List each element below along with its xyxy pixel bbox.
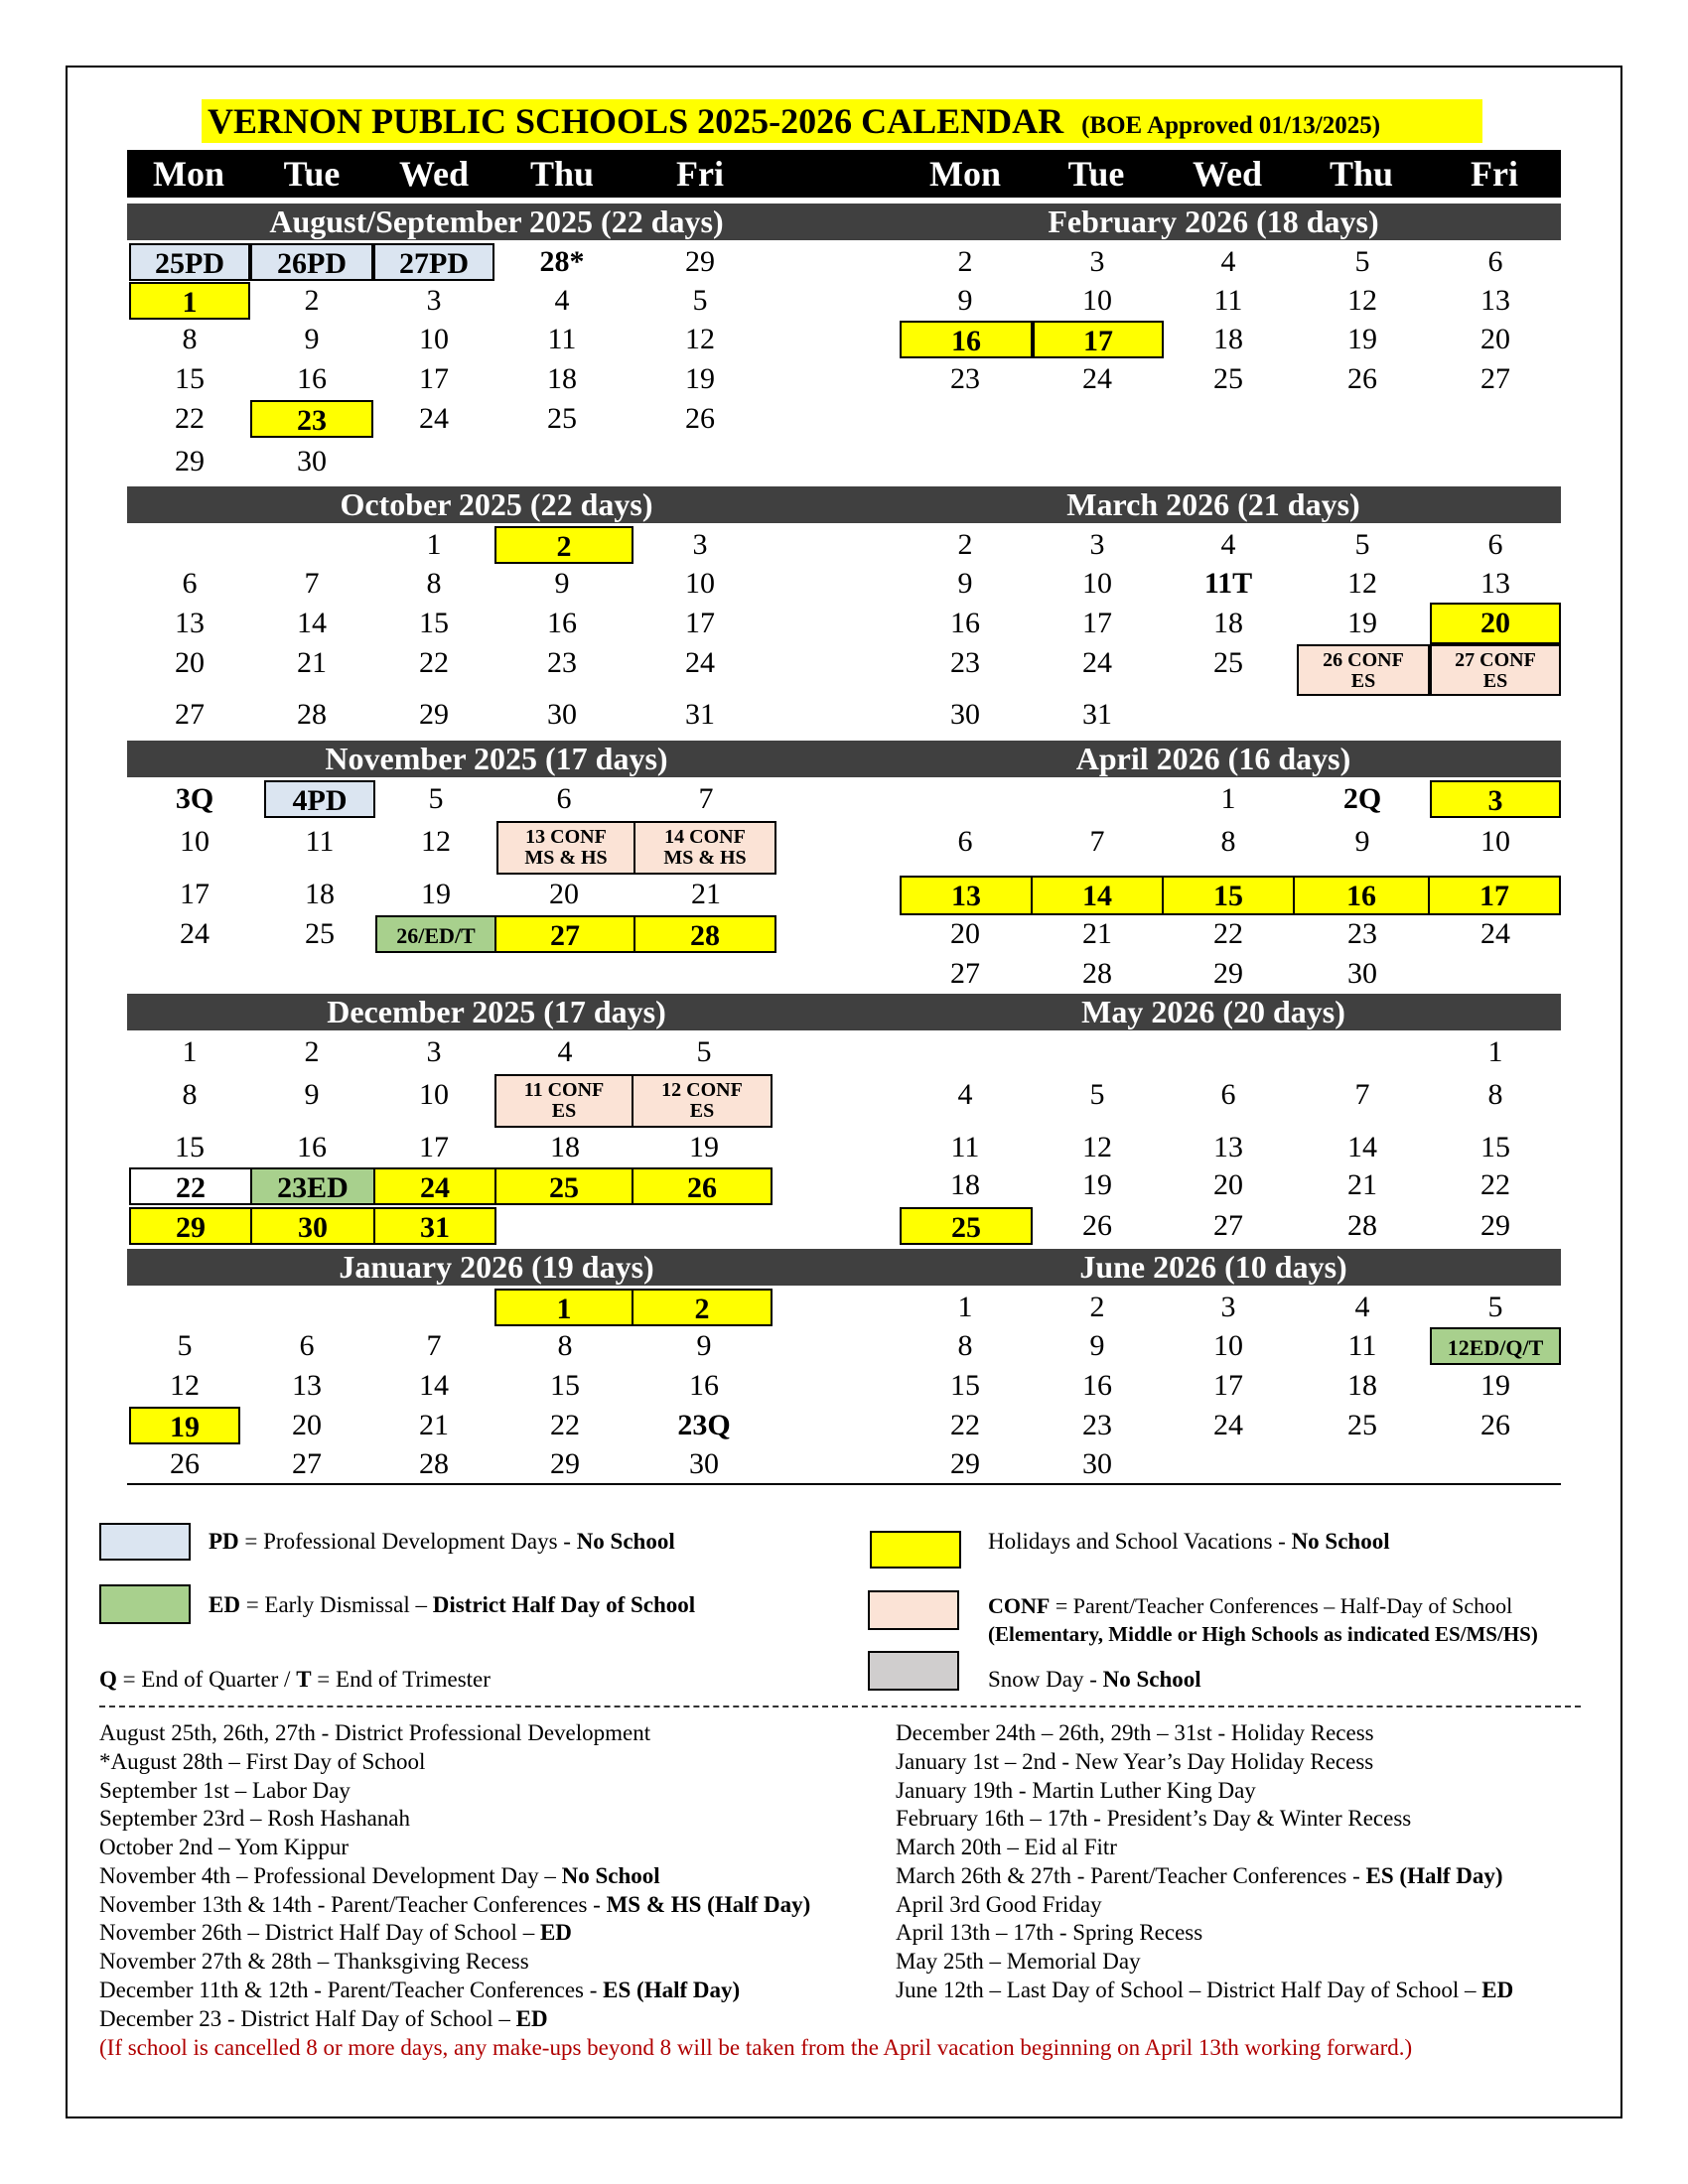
day-cell: 19 xyxy=(1347,607,1377,639)
day-cell: 14 xyxy=(297,607,327,639)
month-header-mar: March 2026 (21 days) xyxy=(866,486,1561,523)
day-cell-holiday: 14 xyxy=(1031,876,1164,915)
day-cell: 16 xyxy=(297,362,327,395)
weekday-tue: Tue xyxy=(283,154,341,194)
month-header-jan: January 2026 (19 days) xyxy=(127,1249,866,1286)
day-cell-quarter-end: 3Q xyxy=(175,782,214,815)
day-cell: 15 xyxy=(950,1369,980,1402)
day-cell: 11 xyxy=(547,323,577,355)
day-cell: 7 xyxy=(1089,825,1105,858)
day-cell: 7 xyxy=(426,1329,442,1362)
day-cell: 26 xyxy=(1480,1409,1510,1441)
day-cell: 1 xyxy=(957,1291,973,1323)
day-cell-conference: 27 CONF ES xyxy=(1430,644,1561,696)
day-cell: 10 xyxy=(419,1078,449,1111)
legend-snow: Snow Day - No School xyxy=(988,1667,1201,1692)
day-cell: 10 xyxy=(1213,1329,1243,1362)
day-cell: 3 xyxy=(426,284,442,317)
note-left: September 23rd – Rosh Hashanah xyxy=(99,1806,410,1831)
note-left: August 25th, 26th, 27th - District Professional Development xyxy=(99,1720,651,1745)
day-cell: 5 xyxy=(1487,1291,1503,1323)
day-cell: 24 xyxy=(1480,917,1510,950)
day-cell: 1 xyxy=(182,1035,198,1068)
day-cell: 12 xyxy=(1347,567,1377,600)
day-cell: 17 xyxy=(1213,1369,1243,1402)
day-cell: 2 xyxy=(957,528,973,561)
day-cell: 3 xyxy=(692,528,708,561)
day-cell: 16 xyxy=(950,607,980,639)
day-cell: 9 xyxy=(957,284,973,317)
day-cell: 1 xyxy=(1487,1035,1503,1068)
weekday-fri: Fri xyxy=(676,154,724,194)
day-cell: 3 xyxy=(1089,528,1105,561)
month-header-may: May 2026 (20 days) xyxy=(866,994,1561,1030)
day-cell: 20 xyxy=(175,646,205,679)
day-cell: 9 xyxy=(1354,825,1370,858)
day-cell: 9 xyxy=(1089,1329,1105,1362)
day-cell-holiday: 1 xyxy=(494,1289,633,1326)
day-cell: 24 xyxy=(180,917,210,950)
day-cell: 10 xyxy=(1480,825,1510,858)
day-cell-pd: 27PD xyxy=(373,243,494,281)
day-cell: 17 xyxy=(685,607,715,639)
day-cell: 6 xyxy=(957,825,973,858)
day-cell: 19 xyxy=(421,878,451,910)
day-cell: 11 xyxy=(1213,284,1243,317)
day-cell: 14 xyxy=(419,1369,449,1402)
day-cell-holiday: 27 xyxy=(494,915,635,953)
day-cell-holiday: 1 xyxy=(129,282,250,320)
day-cell: 10 xyxy=(685,567,715,600)
day-cell: 8 xyxy=(557,1329,573,1362)
day-cell: 21 xyxy=(1347,1168,1377,1201)
day-cell-holiday: 16 xyxy=(900,321,1033,358)
legend-holiday-swatch xyxy=(870,1531,961,1569)
day-cell: 19 xyxy=(689,1131,719,1163)
makeup-days-note: (If school is cancelled 8 or more days, any make-ups beyond 8 will be taken from the April vacation beginning on April 13th working forward.) xyxy=(99,2035,1413,2060)
day-cell: 25 xyxy=(1213,362,1243,395)
note-right: February 16th – 17th - President’s Day & Winter Recess xyxy=(896,1806,1412,1831)
day-cell-last-day: 12ED/Q/T xyxy=(1430,1327,1561,1365)
day-cell-holiday: 2 xyxy=(494,526,633,564)
note-right: December 24th – 26th, 29th – 31st - Holiday Recess xyxy=(896,1720,1374,1745)
day-cell: 7 xyxy=(304,567,320,600)
day-cell: 16 xyxy=(1082,1369,1112,1402)
day-cell: 4 xyxy=(557,1035,573,1068)
day-cell: 11 xyxy=(1347,1329,1377,1362)
day-cell-early-dismissal: 26/ED/T xyxy=(375,915,496,953)
month-header-jun: June 2026 (10 days) xyxy=(866,1249,1561,1286)
day-cell: 30 xyxy=(1347,957,1377,990)
month-header-feb: February 2026 (18 days) xyxy=(866,204,1561,240)
day-cell-first-day: 28* xyxy=(539,245,585,278)
day-cell: 27 xyxy=(175,698,205,731)
day-cell-quarter-end: 23Q xyxy=(677,1409,731,1441)
day-cell-holiday: 13 xyxy=(900,876,1033,915)
note-left: October 2nd – Yom Kippur xyxy=(99,1835,350,1859)
day-cell: 20 xyxy=(549,878,579,910)
day-cell: 18 xyxy=(1347,1369,1377,1402)
day-cell-conference: 14 CONF MS & HS xyxy=(633,821,776,875)
day-cell: 2 xyxy=(304,284,320,317)
day-cell-conference: 11 CONF ES xyxy=(494,1074,633,1128)
day-cell: 27 xyxy=(292,1447,322,1480)
day-cell-holiday: 25 xyxy=(900,1207,1033,1245)
day-cell: 5 xyxy=(692,284,708,317)
day-cell: 12 xyxy=(685,323,715,355)
note-left: *August 28th – First Day of School xyxy=(99,1749,426,1774)
day-cell-holiday: 15 xyxy=(1162,876,1295,915)
day-cell: 25 xyxy=(305,917,335,950)
day-cell-conference: 26 CONF ES xyxy=(1297,644,1430,696)
day-cell-holiday: 3 xyxy=(1430,780,1561,818)
day-cell: 24 xyxy=(419,402,449,435)
day-cell: 21 xyxy=(691,878,721,910)
day-cell: 19 xyxy=(1480,1369,1510,1402)
day-cell: 16 xyxy=(297,1131,327,1163)
day-cell: 12 xyxy=(1082,1131,1112,1163)
day-cell: 9 xyxy=(957,567,973,600)
day-cell: 26 xyxy=(170,1447,200,1480)
day-cell: 5 xyxy=(1354,245,1370,278)
day-cell-holiday: 31 xyxy=(373,1207,496,1245)
day-cell: 11 xyxy=(950,1131,980,1163)
day-cell: 23 xyxy=(547,646,577,679)
weekday-wed: Wed xyxy=(1192,154,1262,194)
legend-conf-swatch xyxy=(868,1590,959,1630)
day-cell: 24 xyxy=(1082,646,1112,679)
day-cell: 4 xyxy=(957,1078,973,1111)
day-cell: 13 xyxy=(1480,284,1510,317)
note-left: December 23 - District Half Day of School – ED xyxy=(99,2006,548,2031)
day-cell: 3 xyxy=(1089,245,1105,278)
day-cell: 2 xyxy=(304,1035,320,1068)
day-cell-holiday: 16 xyxy=(1293,876,1430,915)
legend-pd: PD = Professional Development Days - No School xyxy=(209,1529,675,1554)
day-cell: 20 xyxy=(950,917,980,950)
day-cell: 18 xyxy=(1213,323,1243,355)
day-cell: 25 xyxy=(1213,646,1243,679)
day-cell: 9 xyxy=(304,323,320,355)
day-cell-pd: 26PD xyxy=(250,243,373,281)
day-cell: 2 xyxy=(957,245,973,278)
day-cell: 25 xyxy=(1347,1409,1377,1441)
note-right: March 26th & 27th - Parent/Teacher Conferences - ES (Half Day) xyxy=(896,1863,1503,1888)
day-cell: 4 xyxy=(1220,245,1236,278)
day-cell-conference: 13 CONF MS & HS xyxy=(496,821,635,875)
day-cell: 29 xyxy=(1213,957,1243,990)
day-cell: 29 xyxy=(550,1447,580,1480)
day-cell: 5 xyxy=(428,782,444,815)
day-cell: 26 xyxy=(1082,1209,1112,1242)
day-cell: 6 xyxy=(299,1329,315,1362)
day-cell: 29 xyxy=(1480,1209,1510,1242)
legend-conf: CONF = Parent/Teacher Conferences – Half-Day of School xyxy=(988,1593,1513,1618)
day-cell: 18 xyxy=(547,362,577,395)
calendar-bottom-rule xyxy=(127,1483,1561,1485)
day-cell: 23 xyxy=(950,362,980,395)
day-cell: 15 xyxy=(1480,1131,1510,1163)
legend-quarter-trimester: Q = End of Quarter / T = End of Trimester xyxy=(99,1667,491,1692)
day-cell: 22 xyxy=(950,1409,980,1441)
weekday-wed: Wed xyxy=(398,154,469,194)
day-cell: 28 xyxy=(419,1447,449,1480)
day-cell: 8 xyxy=(957,1329,973,1362)
day-cell-holiday: 19 xyxy=(129,1407,240,1444)
day-cell-holiday: 17 xyxy=(1428,876,1561,915)
day-cell-holiday: 28 xyxy=(633,915,776,953)
day-cell-holiday: 20 xyxy=(1430,603,1561,644)
day-cell: 29 xyxy=(419,698,449,731)
day-cell: 4 xyxy=(1220,528,1236,561)
day-cell-holiday: 23 xyxy=(250,400,373,438)
note-right: May 25th – Memorial Day xyxy=(896,1949,1141,1974)
day-cell: 18 xyxy=(550,1131,580,1163)
day-cell: 6 xyxy=(1487,245,1503,278)
legend-conf-detail: (Elementary, Middle or High Schools as indicated ES/MS/HS) xyxy=(988,1622,1538,1646)
day-cell: 18 xyxy=(305,878,335,910)
note-left: November 27th & 28th – Thanksgiving Recess xyxy=(99,1949,529,1974)
day-cell: 7 xyxy=(1354,1078,1370,1111)
day-cell: 13 xyxy=(1213,1131,1243,1163)
day-cell: 28 xyxy=(1082,957,1112,990)
day-cell: 19 xyxy=(1082,1168,1112,1201)
month-header-dec: December 2025 (17 days) xyxy=(127,994,866,1030)
day-cell: 12 xyxy=(421,825,451,858)
weekday-fri: Fri xyxy=(1471,154,1518,194)
legend-pd-swatch xyxy=(99,1523,191,1561)
day-cell: 11 xyxy=(305,825,335,858)
month-header-aug-sep: August/September 2025 (22 days) xyxy=(127,204,866,240)
day-cell: 16 xyxy=(547,607,577,639)
day-cell: 30 xyxy=(689,1447,719,1480)
day-cell: 24 xyxy=(685,646,715,679)
day-cell: 17 xyxy=(419,1131,449,1163)
day-cell: 20 xyxy=(1480,323,1510,355)
day-cell: 28 xyxy=(1347,1209,1377,1242)
day-cell-holiday: 24 xyxy=(373,1167,496,1205)
day-cell: 5 xyxy=(1089,1078,1105,1111)
day-cell: 18 xyxy=(950,1168,980,1201)
legend-holiday: Holidays and School Vacations - No School xyxy=(988,1529,1390,1554)
day-cell: 29 xyxy=(175,445,205,478)
day-cell-holiday: 17 xyxy=(1033,321,1164,358)
day-cell: 6 xyxy=(182,567,198,600)
day-cell: 22 xyxy=(1480,1168,1510,1201)
weekday-thu: Thu xyxy=(1329,154,1394,194)
day-cell: 19 xyxy=(685,362,715,395)
day-cell-holiday: 25 xyxy=(494,1167,633,1205)
day-cell: 1 xyxy=(1220,782,1236,815)
day-cell: 22 xyxy=(1213,917,1243,950)
day-cell: 30 xyxy=(950,698,980,731)
day-cell: 10 xyxy=(419,323,449,355)
day-cell: 19 xyxy=(1347,323,1377,355)
title-main: VERNON PUBLIC SCHOOLS 2025-2026 CALENDAR xyxy=(208,101,1064,141)
day-cell: 17 xyxy=(1082,607,1112,639)
day-cell: 12 xyxy=(170,1369,200,1402)
day-cell: 15 xyxy=(175,362,205,395)
day-cell-half-day: 22 xyxy=(129,1167,252,1205)
month-header-nov: November 2025 (17 days) xyxy=(127,741,866,777)
day-cell: 30 xyxy=(1082,1447,1112,1480)
title-approved: (BOE Approved 01/13/2025) xyxy=(1081,112,1381,139)
day-cell: 18 xyxy=(1213,607,1243,639)
day-cell: 20 xyxy=(292,1409,322,1441)
day-cell: 15 xyxy=(419,607,449,639)
day-cell: 9 xyxy=(304,1078,320,1111)
day-cell: 8 xyxy=(182,1078,198,1111)
day-cell: 24 xyxy=(1082,362,1112,395)
day-cell: 10 xyxy=(180,825,210,858)
day-cell: 27 xyxy=(1480,362,1510,395)
note-left: November 26th – District Half Day of School – ED xyxy=(99,1920,572,1945)
day-cell: 13 xyxy=(292,1369,322,1402)
note-left: November 4th – Professional Development Day – No School xyxy=(99,1863,660,1888)
day-cell: 23 xyxy=(1347,917,1377,950)
day-cell: 30 xyxy=(297,445,327,478)
day-cell: 9 xyxy=(554,567,570,600)
day-cell: 28 xyxy=(297,698,327,731)
day-cell: 15 xyxy=(550,1369,580,1402)
day-cell: 20 xyxy=(1213,1168,1243,1201)
day-cell: 14 xyxy=(1347,1131,1377,1163)
day-cell: 4 xyxy=(554,284,570,317)
day-cell: 6 xyxy=(1487,528,1503,561)
day-cell: 16 xyxy=(689,1369,719,1402)
day-cell: 13 xyxy=(1480,567,1510,600)
day-cell: 22 xyxy=(175,402,205,435)
day-cell: 29 xyxy=(685,245,715,278)
day-cell: 7 xyxy=(698,782,714,815)
month-header-apr: April 2026 (16 days) xyxy=(866,741,1561,777)
note-left: December 11th & 12th - Parent/Teacher Conferences - ES (Half Day) xyxy=(99,1978,741,2002)
weekday-tue: Tue xyxy=(1067,154,1125,194)
calendar-title xyxy=(202,99,1482,143)
day-cell: 21 xyxy=(297,646,327,679)
day-cell: 12 xyxy=(1347,284,1377,317)
day-cell: 22 xyxy=(419,646,449,679)
day-cell-holiday: 30 xyxy=(250,1207,375,1245)
day-cell: 21 xyxy=(1082,917,1112,950)
day-cell-conference: 12 CONF ES xyxy=(632,1074,773,1128)
day-cell: 9 xyxy=(696,1329,712,1362)
note-right: June 12th – Last Day of School – District Half Day of School – ED xyxy=(896,1978,1514,2002)
day-cell: 4 xyxy=(1354,1291,1370,1323)
day-cell: 27 xyxy=(1213,1209,1243,1242)
day-cell: 15 xyxy=(175,1131,205,1163)
day-cell: 23 xyxy=(950,646,980,679)
day-cell: 5 xyxy=(1354,528,1370,561)
note-right: January 19th - Martin Luther King Day xyxy=(896,1778,1256,1803)
day-cell: 27 xyxy=(950,957,980,990)
month-header-oct: October 2025 (22 days) xyxy=(127,486,866,523)
day-cell: 2 xyxy=(1089,1291,1105,1323)
legend-snow-swatch xyxy=(868,1651,959,1691)
day-cell-pd: 4PD xyxy=(264,780,375,818)
note-right: April 13th – 17th - Spring Recess xyxy=(896,1920,1203,1945)
day-cell: 8 xyxy=(182,323,198,355)
day-cell: 21 xyxy=(419,1409,449,1441)
day-cell: 5 xyxy=(177,1329,193,1362)
day-cell: 13 xyxy=(175,607,205,639)
weekday-mon: Mon xyxy=(153,154,224,194)
day-cell: 6 xyxy=(1220,1078,1236,1111)
day-cell-trimester-end: 11T xyxy=(1203,567,1253,600)
note-left: November 13th & 14th - Parent/Teacher Conferences - MS & HS (Half Day) xyxy=(99,1892,811,1917)
day-cell: 26 xyxy=(1347,362,1377,395)
day-cell-pd: 25PD xyxy=(129,243,250,281)
day-cell: 30 xyxy=(547,698,577,731)
note-right: March 20th – Eid al Fitr xyxy=(896,1835,1117,1859)
day-cell-quarter-end: 2Q xyxy=(1342,782,1382,815)
day-cell-holiday: 29 xyxy=(129,1207,252,1245)
day-cell: 22 xyxy=(550,1409,580,1441)
legend-ed: ED = Early Dismissal – District Half Day of School xyxy=(209,1592,696,1617)
day-cell: 8 xyxy=(1487,1078,1503,1111)
day-cell: 17 xyxy=(180,878,210,910)
day-cell: 31 xyxy=(1082,698,1112,731)
day-cell: 24 xyxy=(1213,1409,1243,1441)
day-cell: 23 xyxy=(1082,1409,1112,1441)
weekday-thu: Thu xyxy=(529,154,595,194)
day-cell: 1 xyxy=(426,528,442,561)
day-cell: 31 xyxy=(685,698,715,731)
day-cell: 10 xyxy=(1082,284,1112,317)
day-cell: 10 xyxy=(1082,567,1112,600)
note-right: April 3rd Good Friday xyxy=(896,1892,1102,1917)
day-cell: 6 xyxy=(556,782,572,815)
note-left: September 1st – Labor Day xyxy=(99,1778,351,1803)
note-right: January 1st – 2nd - New Year’s Day Holiday Recess xyxy=(896,1749,1374,1774)
day-cell: 5 xyxy=(696,1035,712,1068)
day-cell: 26 xyxy=(685,402,715,435)
weekday-mon: Mon xyxy=(929,154,1001,194)
day-cell: 8 xyxy=(426,567,442,600)
dashed-separator xyxy=(99,1706,1581,1707)
legend-ed-swatch xyxy=(99,1584,191,1624)
day-cell-holiday: 2 xyxy=(632,1289,773,1326)
day-cell-early-dismissal: 23ED xyxy=(250,1167,375,1205)
day-cell: 3 xyxy=(1220,1291,1236,1323)
day-cell-holiday: 26 xyxy=(632,1167,773,1205)
day-cell: 17 xyxy=(419,362,449,395)
day-cell: 8 xyxy=(1220,825,1236,858)
day-cell: 3 xyxy=(426,1035,442,1068)
day-cell: 25 xyxy=(547,402,577,435)
day-cell: 29 xyxy=(950,1447,980,1480)
